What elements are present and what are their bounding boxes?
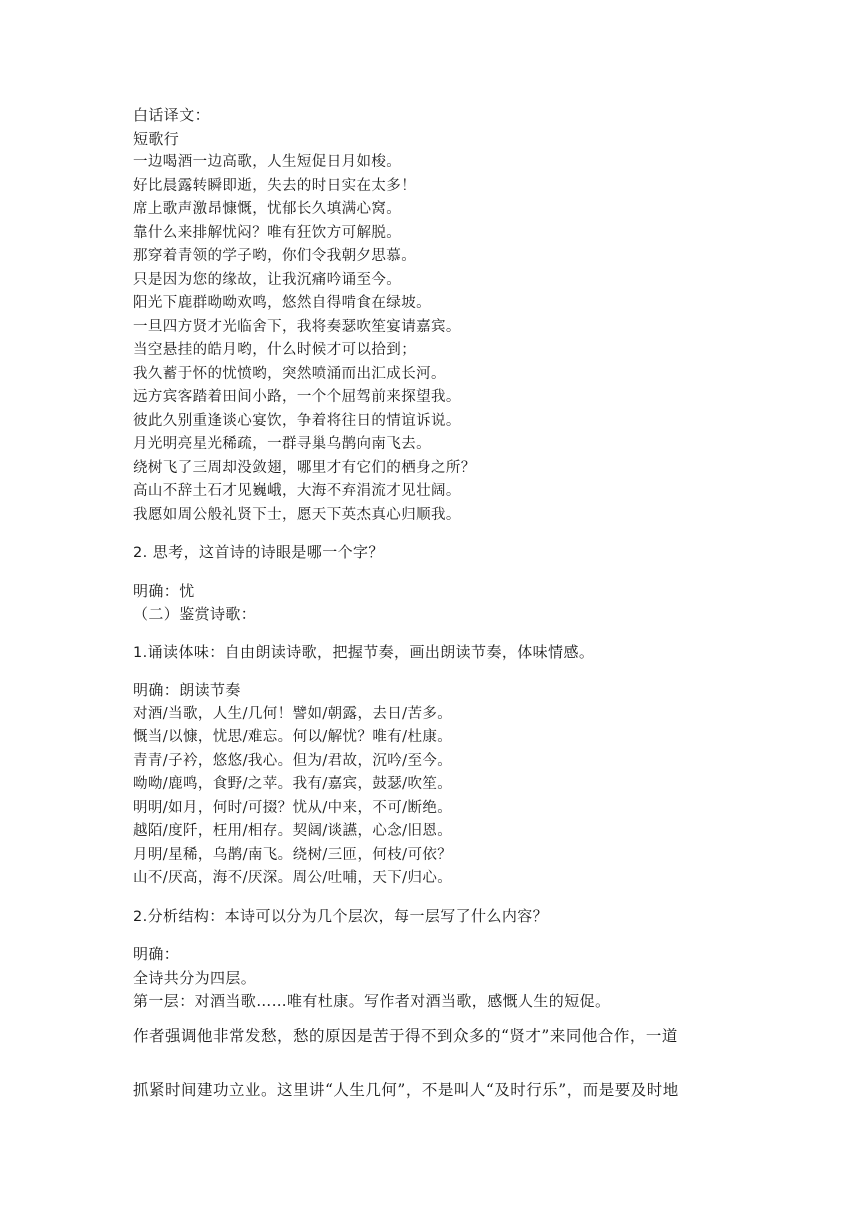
translation-line: 靠什么来排解忧闷？唯有狂饮方可解脱。: [133, 224, 402, 241]
translation-line: 高山不辞土石才见巍峨，大海不弃涓流才见壮阔。: [133, 483, 461, 499]
rhythm-line: 越陌/度阡，枉用/相存。契阔/谈讌，心念/旧恩。: [133, 823, 453, 839]
task-1: [133, 641, 753, 666]
question-2: [133, 541, 753, 566]
task-1-number: 1.: [133, 644, 148, 661]
translation-line: 好比晨露转瞬即逝，失去的时日实在太多！: [133, 177, 417, 194]
translation-line: 远方宾客踏着田间小路，一个个屈驾前来探望我。: [133, 389, 461, 405]
rhythm-line: 明明/如月，何时/可掇？忧从/中来，不可/断绝。: [133, 799, 453, 816]
answer-2: 明确：忧: [133, 581, 195, 600]
question-2-text: 思考，这首诗的诗眼是哪一个字？: [147, 543, 384, 561]
translation-line: 月光明亮星光稀疏，一群寻巢乌鹊向南飞去。: [133, 436, 431, 452]
analysis-paragraph-line: 作者强调他非常发愁，愁的原因是苦于得不到众多的“贤才”来同他合作，一道: [133, 1026, 678, 1045]
task-2-number: 2.: [133, 908, 148, 925]
rhythm-line: 慨当/以慷，忧思/难忘。何以/解忧？唯有/杜康。: [133, 729, 453, 745]
translation-line: 彼此久别重逢谈心宴饮，争着将往日的情谊诉说。: [133, 412, 461, 429]
translation-line: 一旦四方贤才光临舍下，我将奏瑟吹笙宴请嘉宾。: [133, 318, 461, 335]
translation-line: 那穿着青领的学子哟，你们令我朝夕思慕。: [133, 248, 417, 264]
task-2-text: 分析结构：本诗可以分为几个层次，每一层写了什么内容？: [147, 906, 549, 925]
analysis-paragraph-line: 抓紧时间建功立业。这里讲“人生几何”，不是叫人“及时行乐”，而是要及时地: [133, 1080, 679, 1099]
translation-line: 只是因为您的缘故，让我沉痛吟诵至今。: [133, 271, 402, 288]
analysis-layer-1: 第一层：对酒当歌……唯有杜康。写作者对酒当歌，感慨人生的短促。: [133, 992, 611, 1010]
analysis-heading: 明确：: [133, 945, 180, 963]
task-2: [133, 905, 753, 930]
document-page: [133, 104, 753, 1102]
rhythm-line: 山不/厌高，海不/厌深。周公/吐哺，天下/归心。: [133, 870, 453, 886]
translation-line: 阳光下鹿群呦呦欢鸣，悠然自得啃食在绿坡。: [133, 295, 431, 311]
rhythm-line: 月明/星稀，乌鹊/南飞。绕树/三匝，何枝/可依？: [133, 846, 453, 863]
rhythm-line: 青青/子衿，悠悠/我心。但为/君故，沉吟/至今。: [133, 752, 453, 769]
section-heading: （二）鉴赏诗歌：: [133, 605, 257, 623]
translation-line: 我愿如周公般礼贤下士，愿天下英杰真心归顺我。: [133, 506, 461, 523]
translation-line: 绕树飞了三周却没敛翅，哪里才有它们的栖身之所？: [133, 459, 476, 476]
translation-heading: 白话译文：: [133, 106, 211, 124]
analysis-summary: 全诗共分为四层。: [133, 968, 257, 987]
poem-title: 短歌行: [133, 129, 180, 148]
translation-line: 当空悬挂的皓月哟，什么时候才可以拾到；: [133, 342, 417, 358]
translation-line: 席上歌声激昂慷慨，忧郁长久填满心窝。: [133, 201, 402, 217]
rhythm-lines: [133, 703, 753, 891]
rhythm-line: 对酒/当歌，人生/几何！譬如/朝露，去日/苦多。: [133, 705, 453, 722]
translation-line: 一边喝酒一边高歌，人生短促日月如梭。: [133, 154, 402, 170]
rhythm-heading: 明确：朗读节奏: [133, 681, 241, 699]
rhythm-line: 呦呦/鹿鸣，食野/之苹。我有/嘉宾，鼓瑟/吹笙。: [133, 776, 453, 792]
translation-lines: [133, 151, 753, 527]
translation-line: 我久蓄于怀的忧愤哟，突然喷涌而出汇成长河。: [133, 365, 446, 382]
question-2-number: 2.: [133, 545, 148, 561]
task-1-text: 诵读体味：自由朗读诗歌，把握节奏，画出朗读节奏，体味情感。: [147, 642, 595, 661]
